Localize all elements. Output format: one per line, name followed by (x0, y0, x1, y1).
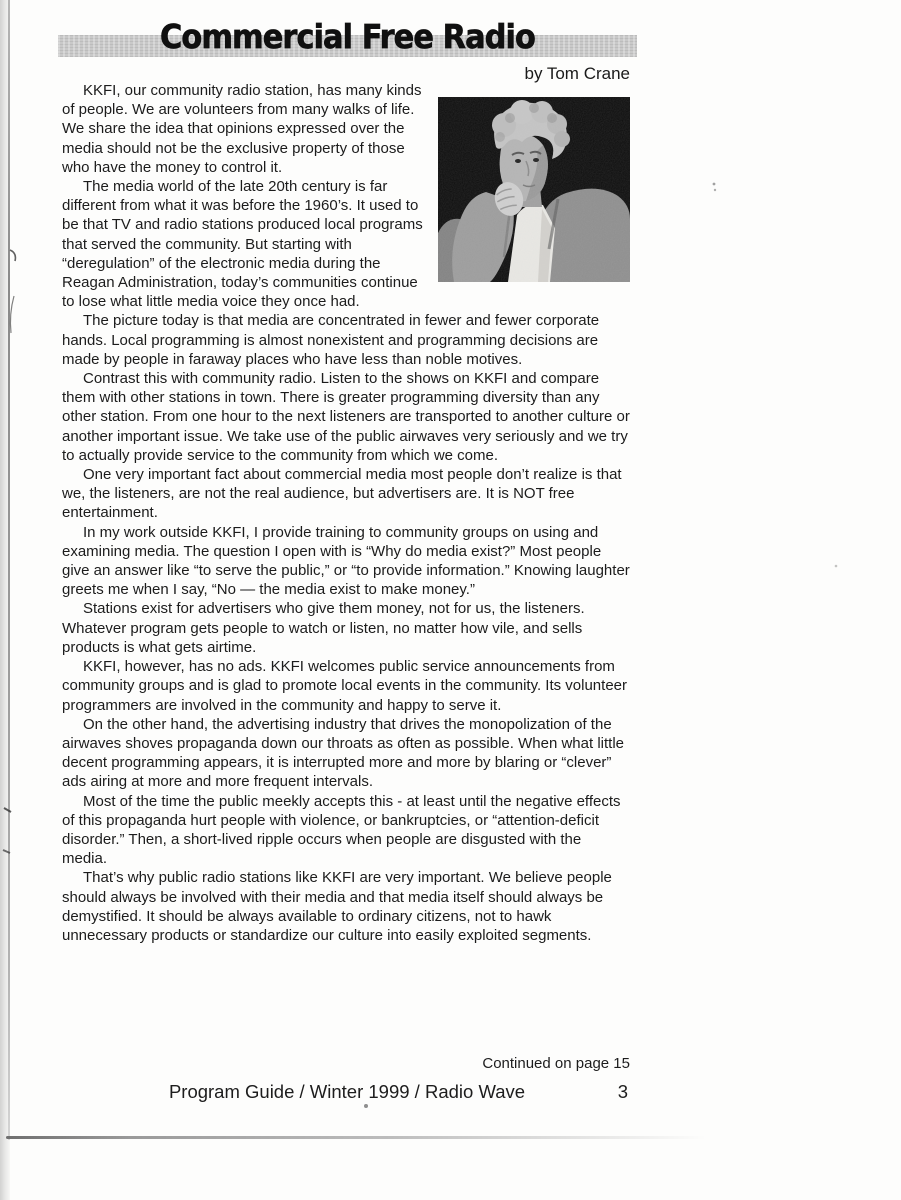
footer-page-number: 3 (617, 1081, 628, 1102)
scan-bottom-shadow (6, 1136, 706, 1139)
scan-left-edge-line (8, 0, 10, 1140)
byline: by Tom Crane (524, 64, 630, 83)
continued-note: Continued on page 15 (482, 1055, 630, 1072)
paragraph: On the other hand, the advertising industry that drives the monopolization of the airwaves shoves propaganda down our throats as often as possible. When what little decent programming appears, it is interrupted more and more by blaring or “clever” ads airing at more and more frequent intervals. (62, 715, 624, 791)
page-footer (62, 1081, 632, 1103)
paragraph: One very important fact about commercial media most people don’t realize is that we, the listeners, are not the real audience, but advertisers are. It is NOT free entertainment. (62, 466, 622, 522)
portrait-photo-graphic (438, 97, 630, 282)
article-title: Commercial Free Radio (160, 17, 535, 56)
paragraph: Most of the time the public meekly accepts this - at least until the negative effects of this propaganda hurt people with violence, or bankruptcies, or “attention-deficit disorder.” Then, a short-lived ripple occurs when people are disgusted with the media. (62, 792, 621, 868)
paragraph: KKFI, our community radio station, has many kinds of people. We are volunteers from many walks of life. We share the idea that opinions expressed over the media should not be the exclusive property of those who have the money to control it. (62, 82, 422, 176)
footer-publication: Program Guide / Winter 1999 / Radio Wave (168, 1081, 526, 1102)
paragraph: The picture today is that media are concentrated in fewer and fewer corporate hands. Local programming is almost nonexistent and programming decisions are made by people in faraway places who have less than noble motives. (62, 312, 600, 368)
portrait-photo (438, 97, 630, 282)
paragraph: That’s why public radio stations like KKFI are very important. We believe people should always be involved with their media and that media itself should always be demystified. It should be always available to ordinary citizens, not to hawk unnecessary products or standardize our culture into easily exploited segments. (62, 869, 612, 944)
paragraph: KKFI, however, has no ads. KKFI welcomes public service announcements from community groups and is glad to promote local events in the community. Its volunteer programmers are involved in the community and happy to serve it. (62, 658, 627, 714)
paragraph: The media world of the late 20th century is far different from what it was before the 1960’s. It used to be that TV and radio stations produced local programs that served the community. But starting with “deregulation” of the electronic media during the Reagan Administration, today’s communities continue to lose what little media voice they once had. (62, 178, 423, 311)
article-body (62, 81, 630, 945)
paragraph: Contrast this with community radio. Listen to the shows on KKFI and compare them with other stations in town. There is greater programming diversity than any other station. From one hour to the next listeners are transported to another culture or another important issue. We take use of the public airwaves very seriously and we try to actually provide service to the community from which we come. (62, 370, 630, 464)
paragraph: In my work outside KKFI, I provide training to community groups on using and examining media. The question I open with is “Why do media exist?” Most people give an answer like “to serve the public,” or “to provide information.” Knowing laughter greets me when I say, “No — the media exist to make money.” (62, 523, 630, 599)
paragraph: Stations exist for advertisers who give them money, not for us, the listeners. Whatever program gets people to watch or listen, no matter how vile, and sells products is what gets airtime. (62, 600, 585, 656)
